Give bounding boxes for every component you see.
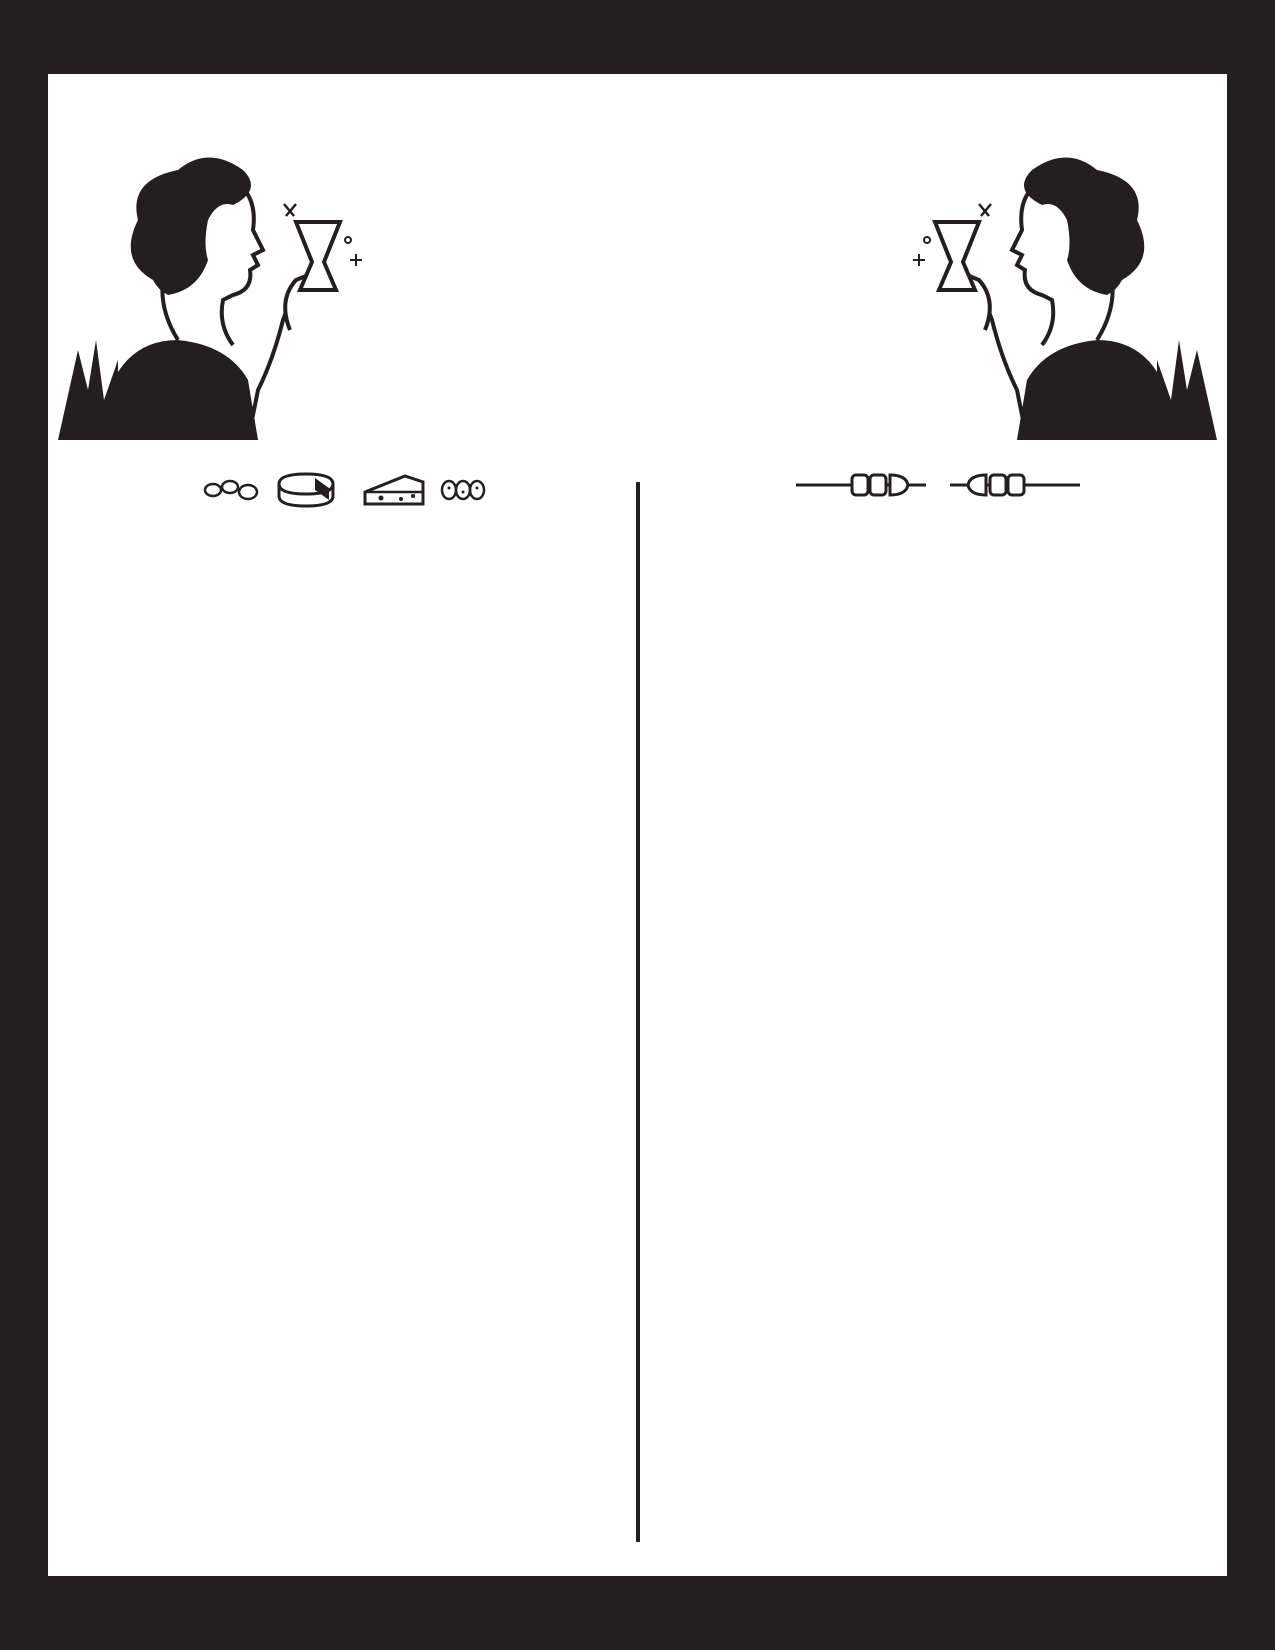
right-column — [658, 470, 1218, 580]
cheese-wedge-icon — [361, 472, 427, 508]
header — [48, 92, 1227, 422]
tapas-section — [88, 470, 608, 522]
sausage-slices-icon — [439, 475, 493, 505]
scalloped-border-top — [48, 52, 1227, 92]
cheese-wheel-icon — [275, 470, 337, 510]
woman-toasting-illustration-left — [58, 150, 368, 440]
skewer-icon — [796, 470, 926, 500]
pintxos-header — [658, 470, 1218, 500]
column-divider — [636, 482, 640, 1542]
tapas-header — [88, 470, 608, 510]
skewer-icon — [950, 470, 1080, 500]
menu-page — [48, 52, 1227, 1598]
scalloped-border-bottom — [48, 1558, 1227, 1598]
woman-toasting-illustration-right — [907, 150, 1217, 440]
olives-icon — [203, 475, 263, 505]
